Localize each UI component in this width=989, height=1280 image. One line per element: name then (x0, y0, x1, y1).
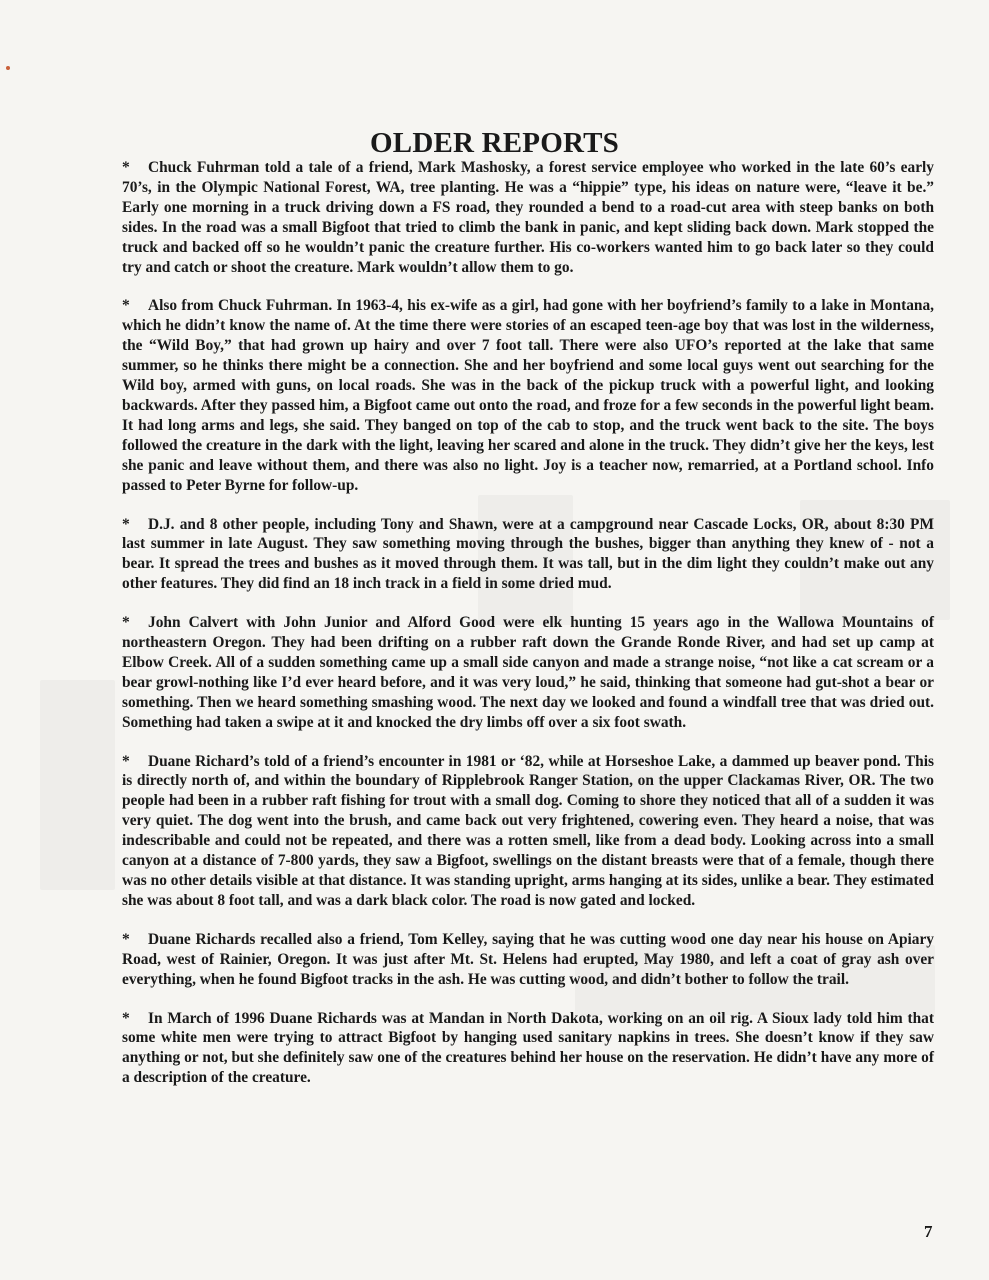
report-text: Duane Richard’s told of a friend’s encounter in 1981 or ‘82, while at Horseshoe Lake, a dammed up beaver pond. This is directly north of, and within the boundary of Ripplebrook Ranger Station, on the upper Clackamas River, OR. The two people had been in a rubber raft fishing for trout with a small dog. Coming to shore they noticed that all of a sudden it was very quiet. The dog went into the brush, and came back out very frightened, cowering even. They heard a noise, that was indescribable and could not be repeated, and there was a rotten smell, like from a dead body. Looking across into a small canyon at a distance of 7-800 yards, they saw a Bigfoot, swellings on the distant breasts were that of a female, though there was no other details visible at that distance. It was standing upright, arms hanging at its sides, unlike a bear. They estimated she was about 8 foot tall, and was a dark black color. The road is now gated and locked. (122, 752, 934, 909)
page-number: 7 (924, 1222, 933, 1241)
bleed-through-block (40, 680, 115, 890)
report-text: Also from Chuck Fuhrman. In 1963-4, his ex-wife as a girl, had gone with her boyfriend’s family to a lake in Montana, which he didn’t know the name of. At the time there were stories of an escaped teen-age boy that was lost in the wilderness, the “Wild Boy,” that had grown up hairy and over 7 foot tall. There were also UFO’s reported at the lake that same summer, so he thinks there might be a connection. She and her boyfriend and some local guys went out searching for the Wild boy, armed with guns, on local roads. She was in the back of the pickup truck with a powerful light, and looking backwards. After they passed him, a Bigfoot came out onto the road, and froze for a few seconds in the powerful light beam. It had long arms and legs, she said. They banged on top of the cab to stop, and the truck went back to the site. The boys followed the creature in the dark with the light, leaving her scared and alone in the truck. They didn’t give her the keys, lest she panic and leave without them, and there was also no light. Joy is a teacher now, remarried, at a Portland school. Info passed to Peter Byrne for follow-up. (122, 297, 934, 494)
bullet-asterisk: * (122, 159, 130, 176)
report-text: In March of 1996 Duane Richards was at Mandan in North Dakota, working on an oil rig. A Sioux lady told him that some white men were trying to attract Bigfoot by hanging used sanitary napkins in trees. She doesn’t know if they saw anything or not, but she definitely saw one of the creatures behind her house on the reservation. He didn’t have any more of a description of the creature. (122, 1009, 934, 1087)
report-paragraph (122, 613, 934, 732)
bullet-asterisk: * (122, 297, 130, 315)
report-text: John Calvert with John Junior and Alford Good were elk hunting 15 years ago in the Wallowa Mountains of northeastern Oregon. They had been drifting on a rubber raft down the Grande Ronde River, and had set up camp at Elbow Creek. All of a sudden something came up a small side canyon and made a strange noise, “not like a cat scream or a bear growl-nothing like I’d ever heard before, and it was very loud,” he said, thinking that someone had gut-shot a bear or something. Then we heard something smashing wood. The next day we looked and found a windfall tree that was dried out. Something had taken a swipe at it and knocked the dry limbs off over a six foot swath. (122, 614, 934, 731)
bullet-asterisk: * (122, 1009, 130, 1027)
report-paragraph (122, 296, 934, 495)
page-title: OLDER REPORTS (370, 127, 619, 160)
report-paragraph (122, 752, 934, 911)
report-paragraph (122, 1009, 934, 1089)
bullet-asterisk: * (122, 930, 130, 948)
report-text: Duane Richards recalled also a friend, Tom Kelley, saying that he was cutting wood one day near his house on Apiary Road, west of Rainier, Oregon. It was just after Mt. St. Helens had erupted, May 1980, and left a coat of gray ash over everything, when he found Bigfoot tracks in the ash. He was cutting wood, and didn’t bother to follow the trail. (122, 930, 934, 988)
report-text: Chuck Fuhrman told a tale of a friend, Mark Mashosky, a forest service employee who worked in the late 60’s early 70’s, in the Olympic National Forest, WA, tree planting. He was a “hippie” type, his ideas on nature were, “leave it be.” Early one morning in a truck driving down a FS road, they rounded a bend to a road-cut area with steep banks on both sides. In the road was a small Bigfoot that tried to climb the bank in panic, and kept sliding back down. Mark stopped the truck and backed off so he wouldn’t panic the creature further. His co-workers wanted him to go back later so they could try and catch or shoot the creature. Mark wouldn’t allow them to go. (122, 159, 934, 276)
bullet-asterisk: * (122, 614, 130, 632)
report-paragraph (122, 930, 934, 990)
report-paragraph (122, 515, 934, 595)
report-list (122, 158, 934, 1088)
report-text: D.J. and 8 other people, including Tony and Shawn, were at a campground near Cascade Locks, OR, about 8:30 PM last summer in late August. They saw something moving through the bushes, bigger than anything they knew of - not a bear. It spread the trees and bushes as it moved through them. It was tall, but in the dim light they couldn’t make out any other features. They did find an 18 inch track in a field in some dried mud. (122, 515, 934, 593)
paper-speck (6, 66, 10, 70)
bullet-asterisk: * (122, 752, 130, 770)
bullet-asterisk: * (122, 515, 130, 533)
report-paragraph (122, 158, 934, 277)
